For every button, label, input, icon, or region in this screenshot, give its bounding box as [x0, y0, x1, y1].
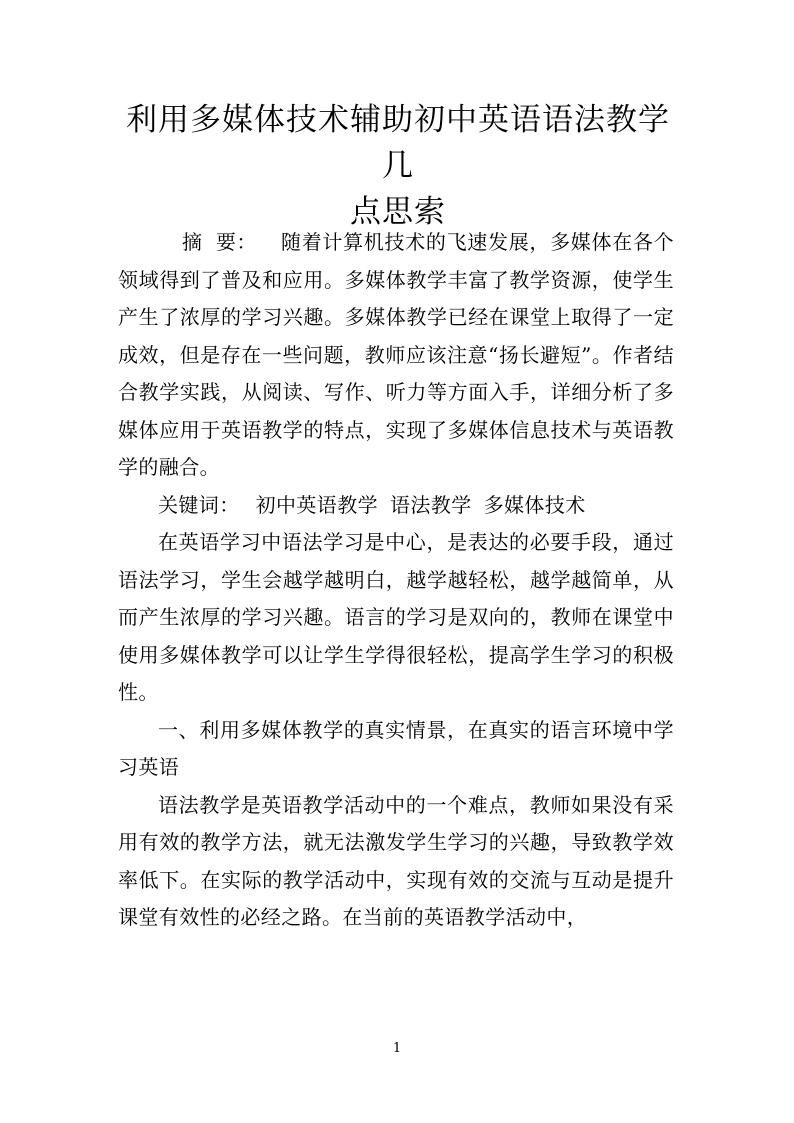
section-heading-1: 一、利用多媒体教学的真实情景，在真实的语言环境中学习英语: [118, 717, 674, 779]
body-paragraph-section-1: 语法教学是英语教学活动中的一个难点，教师如果没有采用有效的教学方法，就无法激发学生学习的兴趣，导致教学效率低下。在实际的教学活动中，实现有效的交流与互动是提升课堂有效性的必经之路。在当前的英语教学活动中，: [118, 792, 674, 929]
body-paragraph-intro: 在英语学习中语法学习是中心，是表达的必要手段，通过语法学习，学生会越学越明白，越学越轻松，越学越简单，从而产生浓厚的学习兴趣。语言的学习是双向的，教师在课堂中使用多媒体教学可以让学生学得很轻松，提高学生学习的积极性。: [118, 530, 674, 704]
abstract-paragraph: [118, 224, 674, 487]
abstract-label: 摘 要：: [182, 230, 257, 254]
keyword: 语法教学: [390, 492, 472, 517]
keywords-label: 关键词：: [158, 492, 240, 517]
document-title: [118, 97, 678, 235]
title-line-2: 点思索: [350, 194, 446, 230]
keyword: 初中英语教学: [255, 492, 379, 517]
title-line-1: 利用多媒体技术辅助初中英语语法教学几: [126, 102, 670, 184]
keywords-paragraph: [118, 487, 674, 525]
abstract-text: 随着计算机技术的飞速发展，多媒体在各个领域得到了普及和应用。多媒体教学丰富了教学资源，使学生产生了浓厚的学习兴趣。多媒体教学已经在课堂上取得了一定成效，但是存在一些问题，教师应该注意“扬长避短”。作者结合教学实践，从阅读、写作、听力等方面入手，详细分析了多媒体应用于英语教学的特点，实现了多媒体信息技术与英语教学的融合。: [118, 230, 674, 479]
keyword: 多媒体技术: [483, 492, 586, 517]
document-body: [118, 224, 674, 937]
page-number: 1: [392, 1041, 402, 1056]
